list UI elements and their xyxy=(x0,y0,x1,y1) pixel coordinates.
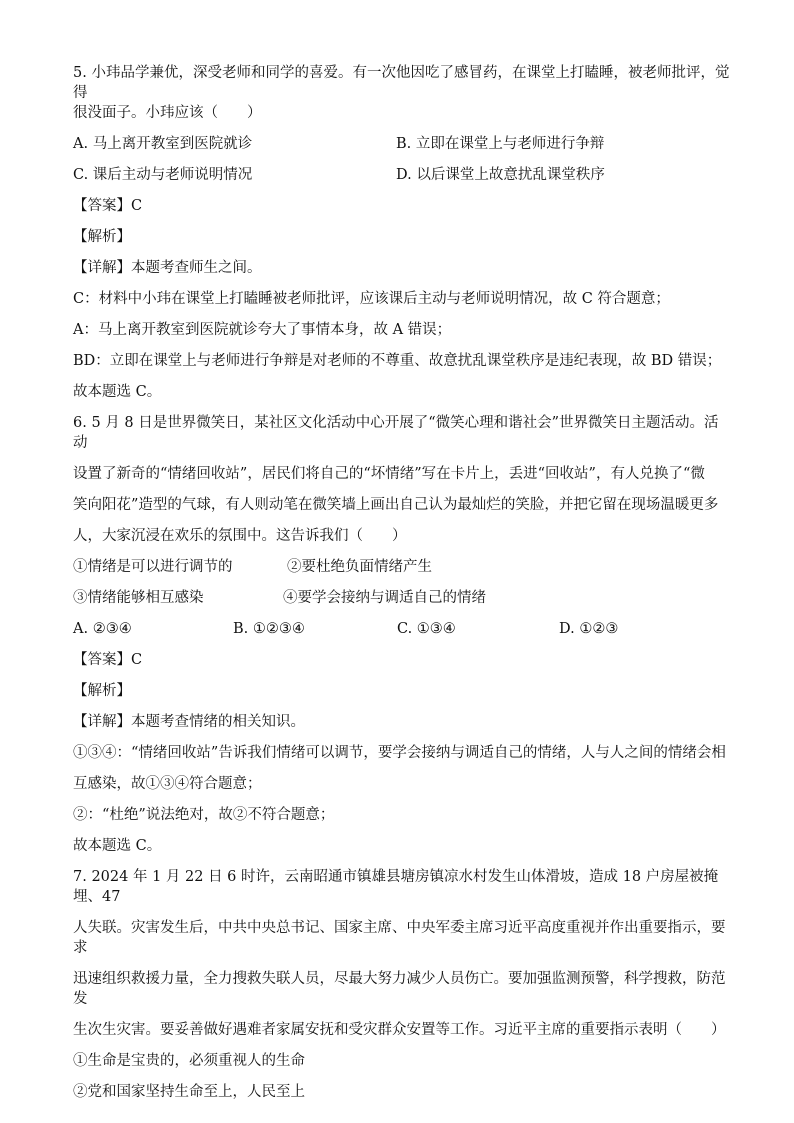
q7-stem-line: 迅速组织救援力量，全力搜救失联人员，尽最大努力减少人员伤亡。要加强监测预警，科学搜救，防范发 xyxy=(73,971,726,1007)
q6-conclusion: 故本题选 C。 xyxy=(73,838,162,854)
q6-explanation: 互感染，故①③④符合题意； xyxy=(73,776,262,792)
q5-stem-line: 5. 小玮品学兼优，深受老师和同学的喜爱。有一次他因吃了感冒药，在课堂上打瞌睡，被老师批评，觉得 xyxy=(73,65,730,101)
question-7 xyxy=(73,867,733,1102)
q7-stem-line: 7. 2024 年 1 月 22 日 6 时许，云南昭通市镇雄县塘房镇凉水村发生山体滑坡，造成 18 户房屋被掩埋、47 xyxy=(73,869,719,905)
q5-option-a: A. 马上离开教室到医院就诊 xyxy=(73,136,253,152)
q5-analysis-label: 【解析】 xyxy=(73,229,131,245)
q6-statements-row xyxy=(73,588,733,608)
q7-stem-line: 生次生灾害。要妥善做好遇难者家属安抚和受灾群众安置等工作。习近平主席的重要指示表明（ ） xyxy=(73,1022,726,1038)
q6-options-row xyxy=(73,619,733,639)
q6-statement-3: ③情绪能够相互感染 xyxy=(73,590,204,606)
document-page xyxy=(73,63,733,1113)
q7-statement-2: ②党和国家坚持生命至上，人民至上 xyxy=(73,1084,305,1100)
q6-stem-line: 人，大家沉浸在欢乐的氛围中。这告诉我们（ ） xyxy=(73,528,407,544)
q6-stem-line: 设置了新奇的“情绪回收站”，居民们将自己的“坏情绪”写在卡片上，丢进“回收站”，有人兑换了“微 xyxy=(73,466,705,482)
question-6 xyxy=(73,413,733,856)
q6-analysis-label: 【解析】 xyxy=(73,683,131,699)
q7-statement-1: ①生命是宝贵的，必须重视人的生命 xyxy=(73,1053,305,1069)
q5-explanation: A：马上离开教室到医院就诊夸大了事情本身，故 A 错误； xyxy=(73,322,452,338)
q5-conclusion: 故本题选 C。 xyxy=(73,384,162,400)
q5-answer: 【答案】C xyxy=(73,198,143,214)
q5-options-row xyxy=(73,165,733,185)
q5-options-row xyxy=(73,134,733,154)
q6-explanation: ①③④：“情绪回收站”告诉我们情绪可以调节，要学会接纳与调适自己的情绪，人与人之间的情绪会相 xyxy=(73,745,726,761)
q6-statement-2: ②要杜绝负面情绪产生 xyxy=(287,559,432,575)
question-5 xyxy=(73,63,733,402)
q6-explanation: ②：“杜绝”说法绝对，故②不符合题意； xyxy=(73,807,335,823)
q5-stem-line: 很没面子。小玮应该（ ） xyxy=(73,105,262,121)
q6-option-c: C. ①③④ xyxy=(397,621,456,637)
q6-detail: 【详解】本题考查情绪的相关知识。 xyxy=(73,714,305,730)
q5-detail: 【详解】本题考查师生之间。 xyxy=(73,260,262,276)
q5-option-b: B. 立即在课堂上与老师进行争辩 xyxy=(396,136,605,152)
q6-option-a: A. ②③④ xyxy=(73,621,132,637)
q6-option-d: D. ①②③ xyxy=(559,621,619,637)
q6-answer: 【答案】C xyxy=(73,652,143,668)
q6-option-b: B. ①②③④ xyxy=(233,621,305,637)
q6-stem-line: 6. 5 月 8 日是世界微笑日，某社区文化活动中心开展了“微笑心理和谐社会”世界微笑日主题活动。活动 xyxy=(73,415,719,451)
q5-option-c: C. 课后主动与老师说明情况 xyxy=(73,167,253,183)
q5-explanation: BD：立即在课堂上与老师进行争辩是对老师的不尊重、故意扰乱课堂秩序是违纪表现，故 BD 错误； xyxy=(73,353,722,369)
q6-statement-1: ①情绪是可以进行调节的 xyxy=(73,559,233,575)
q7-stem-line: 人失联。灾害发生后，中共中央总书记、国家主席、中央军委主席习近平高度重视并作出重要指示，要求 xyxy=(73,920,726,956)
q5-option-d: D. 以后课堂上故意扰乱课堂秩序 xyxy=(396,167,605,183)
q6-stem-line: 笑向阳花”造型的气球，有人则动笔在微笑墙上画出自己认为最灿烂的笑脸，并把它留在现场温暖更多 xyxy=(73,497,719,513)
q6-statement-4: ④要学会接纳与调适自己的情绪 xyxy=(283,590,486,606)
q5-explanation: C：材料中小玮在课堂上打瞌睡被老师批评，应该课后主动与老师说明情况，故 C 符合题意； xyxy=(73,291,670,307)
q6-statements-row xyxy=(73,557,733,577)
